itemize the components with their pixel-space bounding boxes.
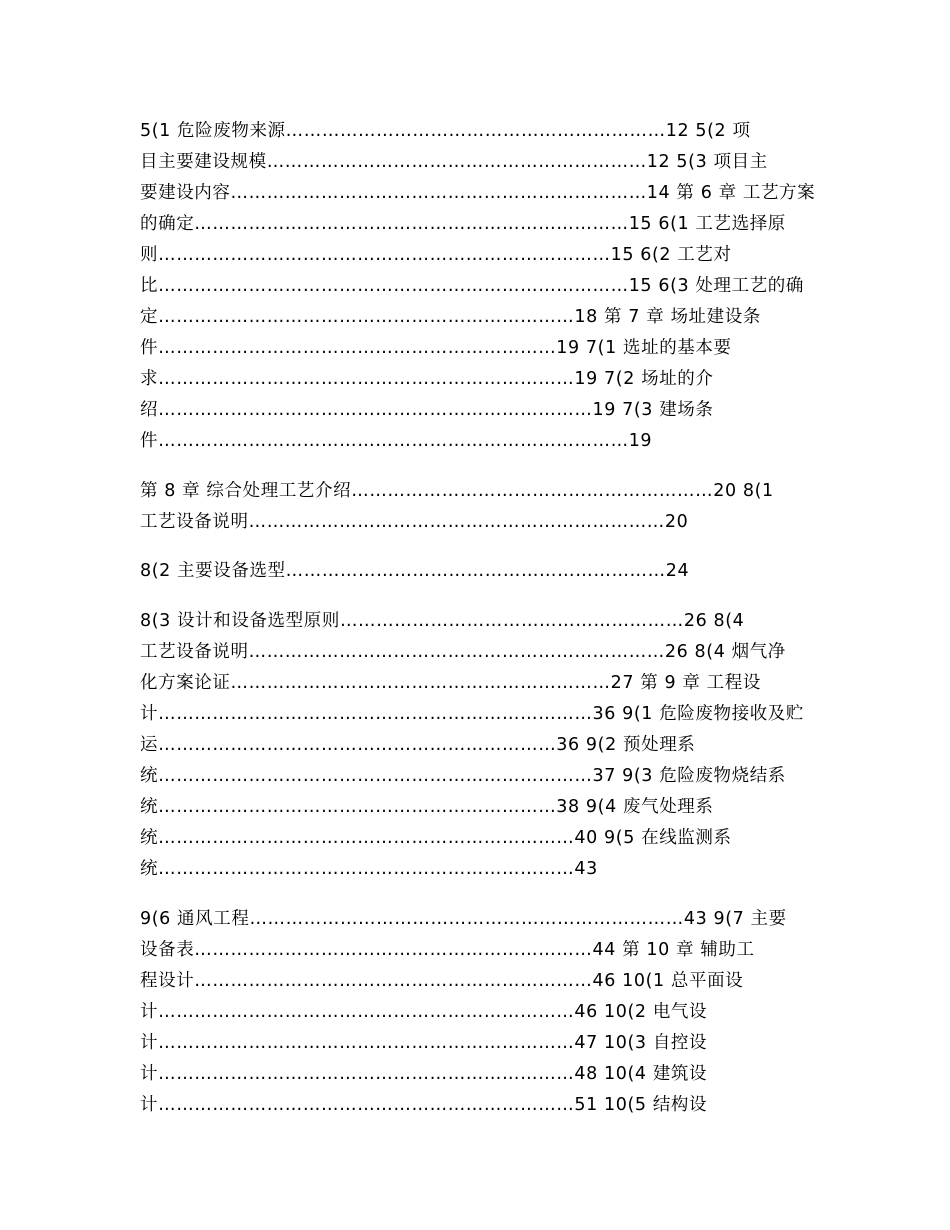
toc-line: 求……………………………………………………………19 7(2 场址的介 <box>140 369 714 389</box>
toc-line: 9(6 通风工程………………………………………………………………43 9(7 主要 <box>140 909 787 929</box>
toc-line: 8(2 主要设备选型………………………………………………………24 <box>140 561 690 581</box>
toc-line: 8(3 设计和设备选型原则…………………………………………………26 8(4 <box>140 611 745 631</box>
toc-line: 统……………………………………………………………43 <box>140 859 598 879</box>
toc-block <box>140 116 820 457</box>
toc-line: 程设计…………………………………………………………46 10(1 总平面设 <box>140 971 744 991</box>
toc-line: 件…………………………………………………………19 7(1 选址的基本要 <box>140 338 732 358</box>
toc-line: 计……………………………………………………………48 10(4 建筑设 <box>140 1064 708 1084</box>
toc-block <box>140 476 820 538</box>
toc-line: 运…………………………………………………………36 9(2 预处理系 <box>140 735 696 755</box>
toc-block <box>140 556 820 587</box>
toc-line: 5(1 危险废物来源………………………………………………………12 5(2 项 <box>140 121 751 141</box>
toc-line: 设备表…………………………………………………………44 第 10 章 辅助工 <box>140 940 755 960</box>
toc-line: 计……………………………………………………………46 10(2 电气设 <box>140 1002 708 1022</box>
toc-line: 第 8 章 综合处理工艺介绍……………………………………………………20 8(1 <box>140 481 774 501</box>
toc-line: 的确定………………………………………………………………15 6(1 工艺选择原 <box>140 214 786 234</box>
toc-line: 统…………………………………………………………38 9(4 废气处理系 <box>140 797 714 817</box>
toc-line: 要建设内容……………………………………………………………14 第 6 章 工艺方案 <box>140 183 816 203</box>
toc-line: 计……………………………………………………………51 10(5 结构设 <box>140 1095 708 1115</box>
toc-line: 计………………………………………………………………36 9(1 危险废物接收及贮 <box>140 704 804 724</box>
toc-line: 则…………………………………………………………………15 6(2 工艺对 <box>140 245 732 265</box>
toc-line: 工艺设备说明……………………………………………………………20 <box>140 512 689 532</box>
toc-line: 统………………………………………………………………37 9(3 危险废物烧结系 <box>140 766 786 786</box>
toc-line: 件……………………………………………………………………19 <box>140 431 653 451</box>
toc-line: 比……………………………………………………………………15 6(3 处理工艺的确 <box>140 276 804 296</box>
toc-line: 工艺设备说明……………………………………………………………26 8(4 烟气净 <box>140 642 786 662</box>
toc-block <box>140 904 820 1121</box>
toc-line: 统……………………………………………………………40 9(5 在线监测系 <box>140 828 732 848</box>
toc-line: 化方案论证………………………………………………………27 第 9 章 工程设 <box>140 673 761 693</box>
toc-line: 计……………………………………………………………47 10(3 自控设 <box>140 1033 708 1053</box>
toc-line: 目主要建设规模………………………………………………………12 5(3 项目主 <box>140 152 768 172</box>
toc-line: 绍………………………………………………………………19 7(3 建场条 <box>140 400 714 420</box>
toc-block <box>140 606 820 885</box>
toc-line: 定……………………………………………………………18 第 7 章 场址建设条 <box>140 307 761 327</box>
